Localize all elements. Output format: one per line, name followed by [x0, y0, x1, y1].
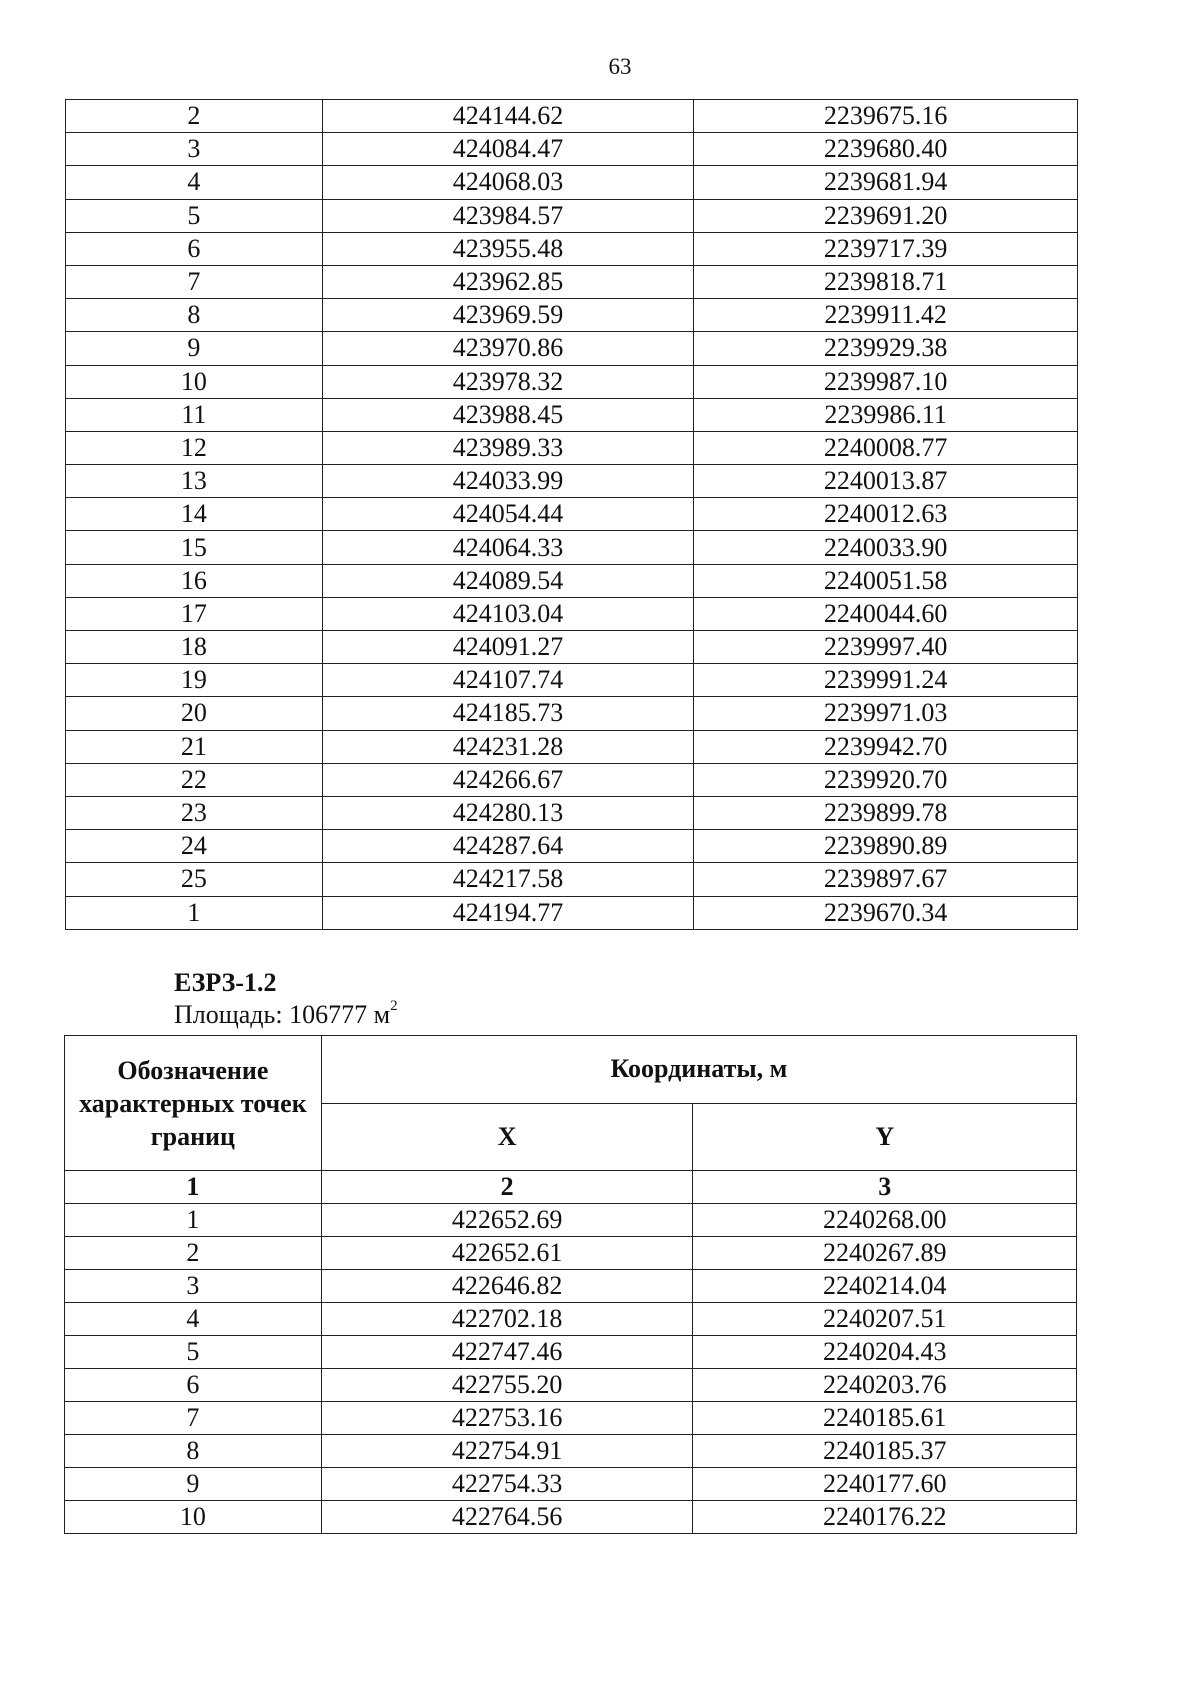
y-coordinate-cell: 2239920.70 [694, 763, 1078, 796]
y-coordinate-cell: 2239691.20 [694, 199, 1078, 232]
y-coordinate-cell: 2240176.22 [693, 1501, 1077, 1534]
x-coordinate-cell: 424084.47 [322, 133, 694, 166]
x-coordinate-cell: 424054.44 [322, 498, 694, 531]
x-coordinate-cell: 422755.20 [321, 1369, 693, 1402]
point-number-cell: 4 [66, 166, 323, 199]
column-number: 2 [321, 1171, 693, 1204]
coordinates-table-ezrz-1-2 [64, 1035, 1077, 1534]
y-coordinate-cell: 2240207.51 [693, 1303, 1077, 1336]
table1-body [66, 100, 1078, 930]
table-row [66, 398, 1078, 431]
table2-body [65, 1204, 1077, 1534]
table-row [66, 232, 1078, 265]
point-number-cell: 19 [66, 664, 323, 697]
y-coordinate-cell: 2239890.89 [694, 830, 1078, 863]
table-row [66, 332, 1078, 365]
point-number-cell: 13 [66, 465, 323, 498]
table-row [65, 1303, 1077, 1336]
table-row [66, 597, 1078, 630]
point-number-cell: 5 [65, 1336, 322, 1369]
x-coordinate-cell: 424033.99 [322, 465, 694, 498]
table-row [66, 664, 1078, 697]
point-number-cell: 18 [66, 631, 323, 664]
table-row [66, 133, 1078, 166]
column-numbers-row [65, 1171, 1077, 1204]
x-coordinate-cell: 424185.73 [322, 697, 694, 730]
point-number-cell: 16 [66, 564, 323, 597]
y-coordinate-cell: 2239717.39 [694, 232, 1078, 265]
x-coordinate-cell: 424089.54 [322, 564, 694, 597]
x-coordinate-cell: 424194.77 [322, 896, 694, 929]
table-row [65, 1336, 1077, 1369]
y-coordinate-cell: 2240033.90 [694, 531, 1078, 564]
x-coordinate-cell: 423989.33 [322, 431, 694, 464]
table-row [66, 830, 1078, 863]
x-coordinate-cell: 423955.48 [322, 232, 694, 265]
table-row [66, 498, 1078, 531]
point-number-cell: 9 [65, 1468, 322, 1501]
point-number-cell: 7 [65, 1402, 322, 1435]
y-coordinate-cell: 2239681.94 [694, 166, 1078, 199]
x-coordinate-cell: 423969.59 [322, 299, 694, 332]
x-coordinate-cell: 422747.46 [321, 1336, 693, 1369]
x-coordinate-cell: 423988.45 [322, 398, 694, 431]
y-coordinate-cell: 2240013.87 [694, 465, 1078, 498]
y-coordinate-cell: 2239897.67 [694, 863, 1078, 896]
point-number-cell: 1 [66, 896, 323, 929]
point-number-cell: 12 [66, 431, 323, 464]
table-row [65, 1237, 1077, 1270]
y-coordinate-cell: 2239675.16 [694, 100, 1078, 133]
x-coordinate-cell: 423962.85 [322, 265, 694, 298]
table-row [65, 1435, 1077, 1468]
table-row [66, 199, 1078, 232]
point-number-cell: 5 [66, 199, 323, 232]
x-coordinate-cell: 424266.67 [322, 763, 694, 796]
column-number: 3 [693, 1171, 1077, 1204]
y-coordinate-cell: 2240267.89 [693, 1237, 1077, 1270]
x-coordinate-cell: 424144.62 [322, 100, 694, 133]
point-number-cell: 21 [66, 730, 323, 763]
point-number-cell: 2 [66, 100, 323, 133]
point-number-cell: 4 [65, 1303, 322, 1336]
x-coordinate-cell: 424103.04 [322, 597, 694, 630]
x-coordinate-cell: 424287.64 [322, 830, 694, 863]
y-coordinate-cell: 2239971.03 [694, 697, 1078, 730]
x-coordinate-cell: 422754.33 [321, 1468, 693, 1501]
header-x: X [321, 1103, 693, 1171]
x-coordinate-cell: 424217.58 [322, 863, 694, 896]
x-coordinate-cell: 424107.74 [322, 664, 694, 697]
page-number: 63 [608, 54, 632, 79]
y-coordinate-cell: 2240203.76 [693, 1369, 1077, 1402]
y-coordinate-cell: 2239987.10 [694, 365, 1078, 398]
point-number-cell: 15 [66, 531, 323, 564]
y-coordinate-cell: 2239818.71 [694, 265, 1078, 298]
point-number-cell: 3 [65, 1270, 322, 1303]
y-coordinate-cell: 2240204.43 [693, 1336, 1077, 1369]
table-row [66, 730, 1078, 763]
point-number-cell: 6 [66, 232, 323, 265]
y-coordinate-cell: 2239680.40 [694, 133, 1078, 166]
y-coordinate-cell: 2239899.78 [694, 796, 1078, 829]
area-label: Площадь: 106777 м [174, 1000, 391, 1029]
y-coordinate-cell: 2240012.63 [694, 498, 1078, 531]
table-row [66, 863, 1078, 896]
y-coordinate-cell: 2239670.34 [694, 896, 1078, 929]
coordinates-table-continued [65, 99, 1078, 930]
point-number-cell: 24 [66, 830, 323, 863]
point-number-cell: 14 [66, 498, 323, 531]
area-superscript: 2 [390, 998, 398, 1014]
point-number-cell: 10 [65, 1501, 322, 1534]
table-row [66, 763, 1078, 796]
section-title: ЕЗРЗ-1.2 [174, 968, 277, 997]
column-number: 1 [65, 1171, 322, 1204]
table-row [66, 365, 1078, 398]
table-row [66, 299, 1078, 332]
x-coordinate-cell: 424064.33 [322, 531, 694, 564]
x-coordinate-cell: 423984.57 [322, 199, 694, 232]
table-row [66, 896, 1078, 929]
point-number-cell: 7 [66, 265, 323, 298]
table-row [66, 431, 1078, 464]
table-row [66, 531, 1078, 564]
point-number-cell: 2 [65, 1237, 322, 1270]
y-coordinate-cell: 2239942.70 [694, 730, 1078, 763]
y-coordinate-cell: 2240008.77 [694, 431, 1078, 464]
table-row [66, 796, 1078, 829]
table-row [66, 265, 1078, 298]
table-row [66, 631, 1078, 664]
x-coordinate-cell: 422702.18 [321, 1303, 693, 1336]
table-row [66, 166, 1078, 199]
table-row [65, 1204, 1077, 1237]
x-coordinate-cell: 422652.69 [321, 1204, 693, 1237]
point-number-cell: 6 [65, 1369, 322, 1402]
x-coordinate-cell: 424231.28 [322, 730, 694, 763]
point-number-cell: 8 [65, 1435, 322, 1468]
x-coordinate-cell: 422753.16 [321, 1402, 693, 1435]
y-coordinate-cell: 2240214.04 [693, 1270, 1077, 1303]
x-coordinate-cell: 424280.13 [322, 796, 694, 829]
y-coordinate-cell: 2239991.24 [694, 664, 1078, 697]
point-number-cell: 22 [66, 763, 323, 796]
x-coordinate-cell: 422754.91 [321, 1435, 693, 1468]
table-row [65, 1270, 1077, 1303]
table-row [66, 564, 1078, 597]
table-row [65, 1468, 1077, 1501]
point-number-cell: 10 [66, 365, 323, 398]
y-coordinate-cell: 2239929.38 [694, 332, 1078, 365]
point-number-cell: 20 [66, 697, 323, 730]
header-coordinates: Координаты, м [321, 1036, 1076, 1104]
point-number-cell: 3 [66, 133, 323, 166]
point-number-cell: 23 [66, 796, 323, 829]
point-number-cell: 8 [66, 299, 323, 332]
y-coordinate-cell: 2239997.40 [694, 631, 1078, 664]
x-coordinate-cell: 422764.56 [321, 1501, 693, 1534]
point-number-cell: 17 [66, 597, 323, 630]
header-y: Y [693, 1103, 1077, 1171]
y-coordinate-cell: 2240268.00 [693, 1204, 1077, 1237]
point-number-cell: 25 [66, 863, 323, 896]
x-coordinate-cell: 423970.86 [322, 332, 694, 365]
point-number-cell: 9 [66, 332, 323, 365]
table-row [65, 1402, 1077, 1435]
x-coordinate-cell: 422646.82 [321, 1270, 693, 1303]
y-coordinate-cell: 2240044.60 [694, 597, 1078, 630]
table-row [65, 1501, 1077, 1534]
y-coordinate-cell: 2240051.58 [694, 564, 1078, 597]
table-row [66, 100, 1078, 133]
header-points: Обозначение характерных точек границ [65, 1036, 322, 1171]
x-coordinate-cell: 422652.61 [321, 1237, 693, 1270]
table-row [65, 1369, 1077, 1402]
point-number-cell: 11 [66, 398, 323, 431]
y-coordinate-cell: 2240177.60 [693, 1468, 1077, 1501]
x-coordinate-cell: 423978.32 [322, 365, 694, 398]
y-coordinate-cell: 2239911.42 [694, 299, 1078, 332]
y-coordinate-cell: 2239986.11 [694, 398, 1078, 431]
table-row [66, 465, 1078, 498]
table-row [66, 697, 1078, 730]
point-number-cell: 1 [65, 1204, 322, 1237]
x-coordinate-cell: 424068.03 [322, 166, 694, 199]
y-coordinate-cell: 2240185.61 [693, 1402, 1077, 1435]
area-line [174, 1000, 398, 1030]
y-coordinate-cell: 2240185.37 [693, 1435, 1077, 1468]
x-coordinate-cell: 424091.27 [322, 631, 694, 664]
